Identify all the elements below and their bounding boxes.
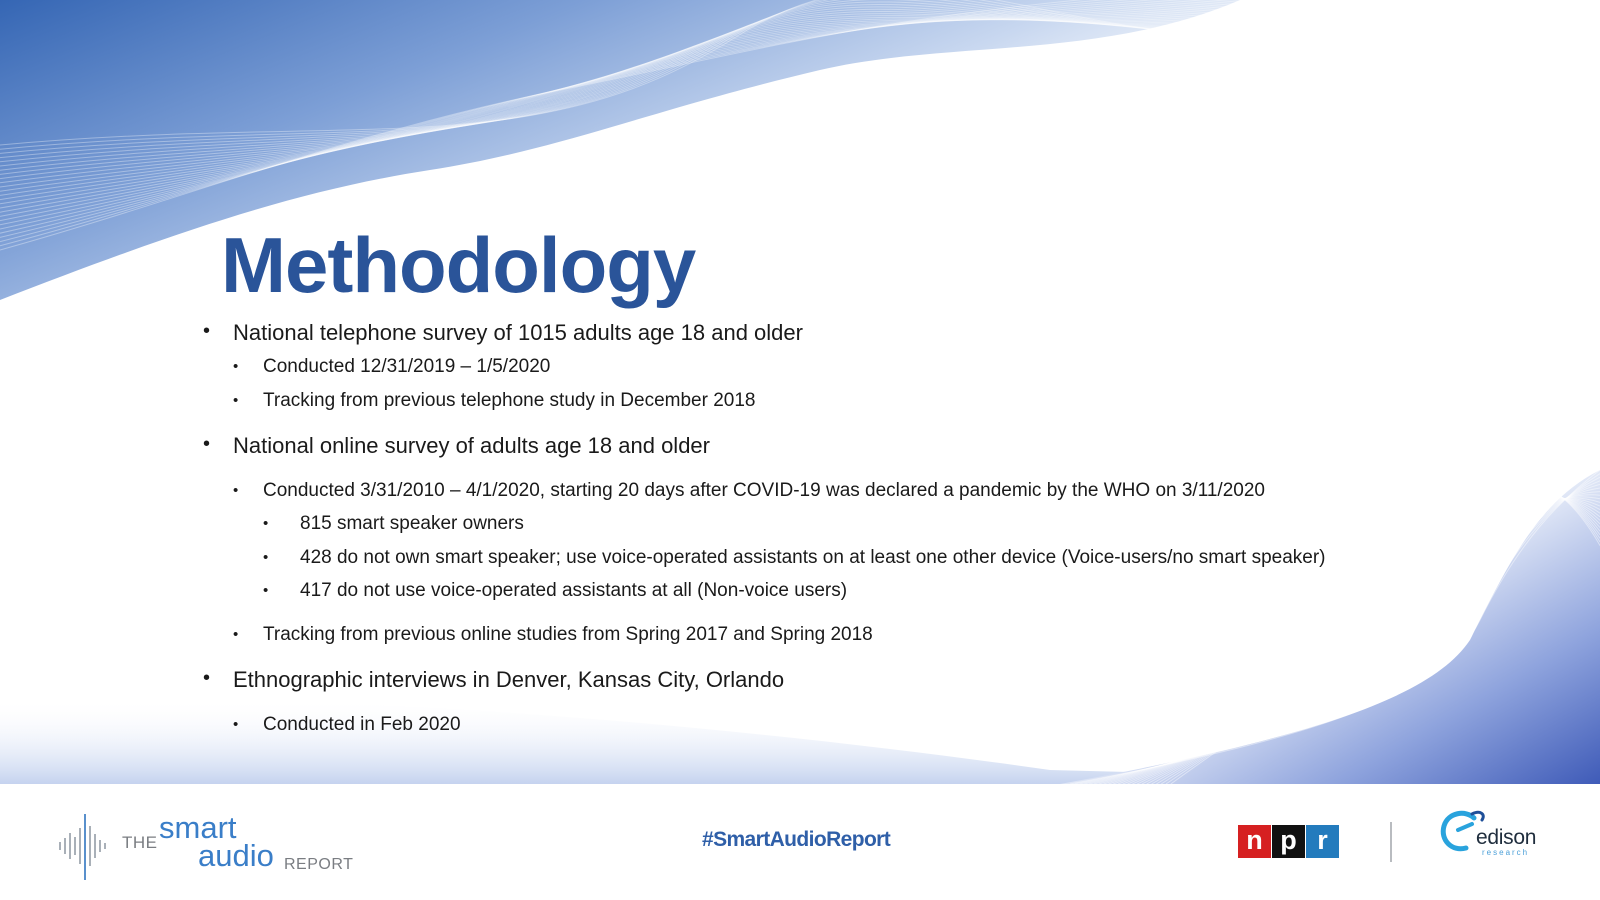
bullet-dot-icon: • [263,515,269,532]
footer-bar [0,784,1600,900]
bullet-dot-icon: • [233,626,239,643]
sound-wave-icon [56,806,116,882]
logo-audio-text: audio [198,838,274,873]
bullet-dot-icon: • [233,358,239,375]
bullet-text: Ethnographic interviews in Denver, Kansas City, Orlando [233,667,785,692]
bullet-text: Conducted 12/31/2019 – 1/5/2020 [263,356,551,377]
bullet-dot-icon: • [233,716,239,733]
edison-subtitle: research [1482,848,1530,857]
bullet-text: 417 do not use voice-operated assistants at all (Non-voice users) [300,580,848,601]
edison-research-logo [1438,806,1558,866]
bullet-item [233,624,873,646]
logo-the-text: THE [122,833,158,852]
bullet-item [233,356,551,378]
bullet-item [233,390,756,412]
bullet-text: Tracking from previous telephone study in December 2018 [263,390,756,411]
bullet-dot-icon: • [203,667,211,689]
hashtag-label: #SmartAudioReport [702,828,891,851]
npr-letter-p: p [1272,825,1305,858]
bullet-dot-icon: • [233,392,239,409]
edison-wordmark: edison [1476,826,1537,849]
bullet-item [203,667,785,693]
smart-audio-report-logo [56,806,366,882]
bullet-dot-icon: • [263,582,269,599]
npr-letter-n: n [1238,825,1271,858]
bullet-text: 815 smart speaker owners [300,513,524,534]
bullet-item [203,433,710,459]
bullet-text: National telephone survey of 1015 adults age 18 and older [233,320,803,345]
bullet-item [233,714,461,736]
footer-divider [1390,822,1392,862]
bullet-item [263,513,524,535]
bullet-dot-icon: • [203,433,211,455]
npr-logo [1238,825,1340,858]
bullet-item [263,547,1326,569]
bullet-item [233,480,1265,502]
bullet-text: 428 do not own smart speaker; use voice-operated assistants on at least one other device (Voice-users/no smart speaker) [300,547,1326,568]
bullet-item [263,580,848,602]
npr-letter-r: r [1306,825,1339,858]
bullet-text: Conducted in Feb 2020 [263,714,461,735]
bullet-text: National online survey of adults age 18 and older [233,433,710,458]
bullet-dot-icon: • [233,482,239,499]
bullet-dot-icon: • [263,549,269,566]
bullet-text: Conducted 3/31/2010 – 4/1/2020, starting 20 days after COVID-19 was declared a pandemic by the WHO on 3/11/2020 [263,480,1265,501]
slide-title: Methodology [221,221,696,309]
bullet-text: Tracking from previous online studies from Spring 2017 and Spring 2018 [263,624,873,645]
logo-smart-text: smart [159,810,237,845]
logo-report-text: REPORT [284,856,354,873]
bullet-item [203,320,803,346]
bullet-dot-icon: • [203,320,211,342]
